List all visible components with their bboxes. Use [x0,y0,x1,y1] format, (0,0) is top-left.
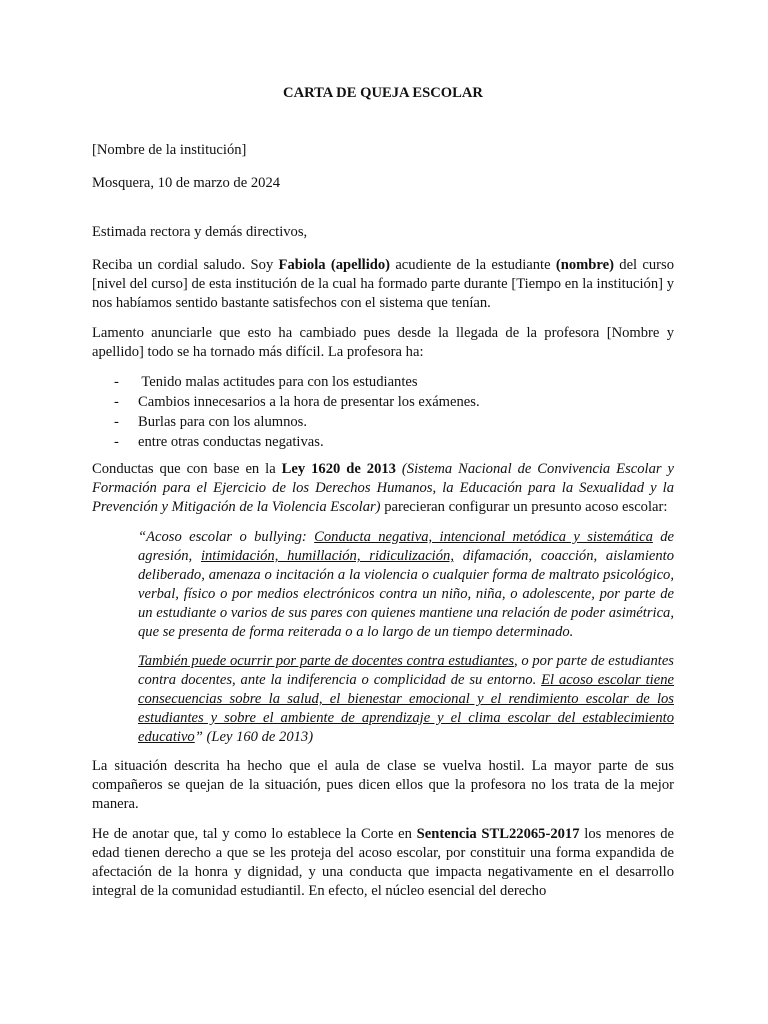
underlined-text: Conducta negativa, intencional metódica y sistemática [314,529,653,545]
text-run: acudiente de la estudiante [390,257,556,273]
ruling-reference: Sentencia STL22065-2017 [416,826,580,842]
place-date: Mosquera, 10 de marzo de 2024 [92,175,281,191]
paragraph-complaint: Lamento anunciarle que esto ha cambiado pues desde la llegada de la profesora [Nombre y apellido] todo se ha tornado más difícil. La profesora ha: [92,325,674,360]
underlined-text: También puede ocurrir por parte de docentes contra estudiantes [138,653,515,669]
student-name: (nombre) [555,257,614,273]
parent-name: Fabiola (apellido) [278,257,391,273]
list-item-text: Cambios innecesarios a la hora de presentar los exámenes. [138,394,480,410]
law-description: (Sistema Nacional de Convivencia Escolar y Formación para el Ejercicio de los Derechos Humanos, la Educación para la Sexualidad y la Prevención y Mitigación de la Violencia Escolar) [92,461,674,515]
institution-name: [Nombre de la institución] [92,142,247,158]
letter-page [92,84,674,912]
underlined-text: El acoso escolar tiene consecuencias sobre la salud, el bienestar emocional y el rendimiento escolar de los estudiantes y sobre el ambiente de aprendizaje y el clima escolar del establecimiento educativo [138,672,674,745]
law-reference: Ley 1620 de 2013 [281,461,396,477]
text-run: parecieran configurar un presunto acoso escolar: [380,499,668,515]
list-dash: - [114,414,119,430]
text-run: Reciba un cordial saludo. Soy [92,257,279,273]
list-item [92,413,674,432]
list-item [92,393,674,412]
list-item-text: entre otras conductas negativas. [138,434,324,450]
text-run: Conductas que con base en la [92,461,282,477]
text-run: del curso [nivel del curso] de esta institución de la cual ha formado parte durante [Tiempo en la institución] y nos habíamos sentido bastante satisfechos con el sistema que tenían. [92,257,674,311]
list-item [92,373,674,392]
list-dash: - [114,434,119,450]
letter-title: CARTA DE QUEJA ESCOLAR [283,85,483,101]
paragraph-situation: La situación descrita ha hecho que el aula de clase se vuelva hostil. La mayor parte de sus compañeros se quejan de la situación, pues dicen ellos que la profesora no los trata de la mejor manera. [92,758,674,812]
quote-definition [138,528,674,642]
text-run: He de anotar que, tal y como lo establece la Corte en [92,826,417,842]
list-item-text: Tenido malas actitudes para con los estudiantes [138,374,418,390]
text-run: “Acoso escolar o bullying: [138,529,315,545]
salutation: Estimada rectora y demás directivos, [92,224,308,240]
text-run: , o por parte de estudiantes contra docentes, ante la indiferencia o complicidad de su entorno. [138,653,674,688]
paragraph-law [92,460,674,517]
text-run: los menores de edad tienen derecho a que se les proteja del acoso escolar, por constituir una forma expandida de afectación de la honra y dignidad, y una conducta que impacta negativamente en el desarrollo integral de la comunidad estudiantil. En efecto, el núcleo esencial del derecho [92,826,674,899]
conduct-list [92,373,674,452]
quote-consequences [138,652,674,747]
list-item-text: Burlas para con los alumnos. [138,414,308,430]
paragraph-intro [92,256,674,313]
underlined-text: intimidación, humillación, ridiculización, [200,548,454,564]
list-dash: - [114,394,119,410]
list-dash: - [114,374,119,390]
text-run: ” (Ley 160 de 2013) [194,729,314,745]
text-run: difamación, coacción, aislamiento deliberado, amenaza o incitación a la violencia o cualquier forma de maltrato psicológico, verbal, físico o por medios electrónicos contra un niño, niña, o adolescente, por parte de un estudiante o varios de sus pares con quienes mantiene una relación de poder asimétrica, que se presenta de forma reiterada o a lo largo de un tiempo determinado. [138,548,674,640]
list-item [92,433,674,452]
text-run: de agresión, [138,529,675,564]
paragraph-ruling [92,825,674,901]
